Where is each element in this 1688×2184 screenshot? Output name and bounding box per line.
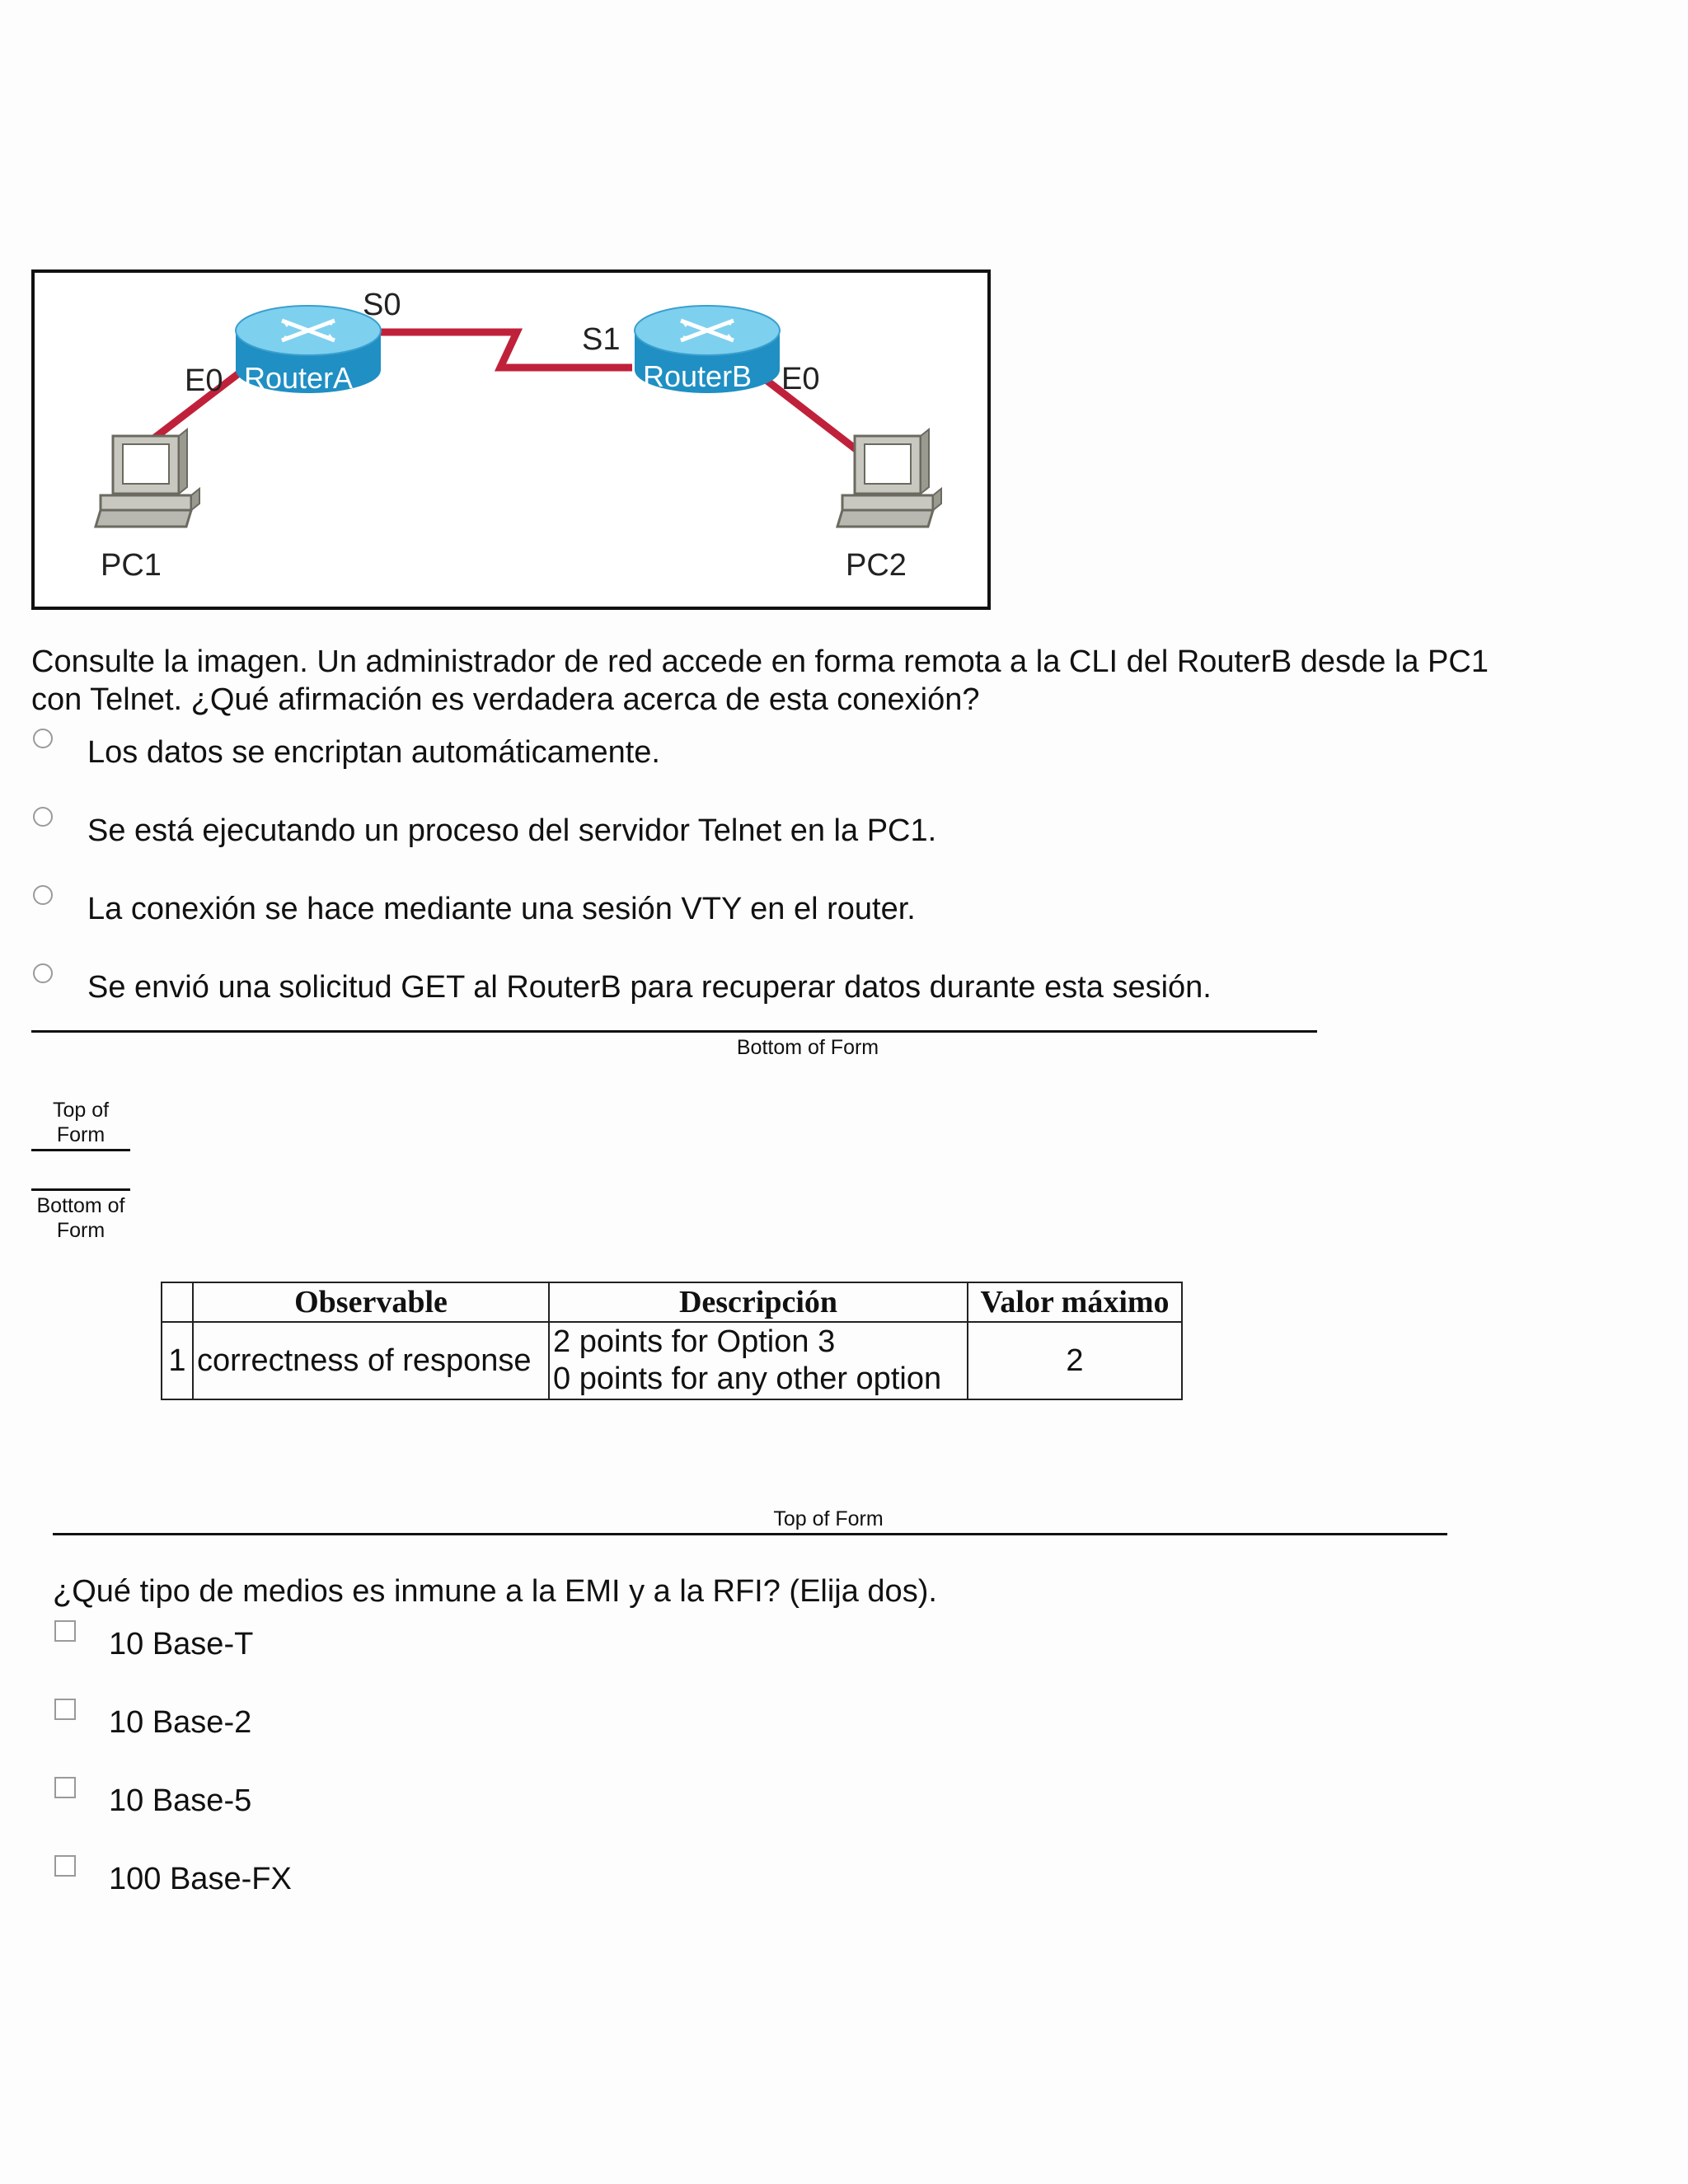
label-router-a: RouterA: [244, 361, 354, 395]
q2-option-3-label: 10 Base-5: [109, 1783, 252, 1818]
q2-option-4-label: 100 Base-FX: [109, 1862, 292, 1896]
rubric-row-description: [549, 1322, 968, 1399]
question1-text: [31, 643, 1489, 719]
checkbox[interactable]: [54, 1777, 76, 1798]
top-of-form-small: [31, 1098, 130, 1147]
form-divider-small-top: [31, 1149, 130, 1151]
label-router-b: RouterB: [643, 359, 753, 393]
label-s0: S0: [363, 288, 401, 322]
label-e0-left: E0: [185, 363, 223, 398]
radio-button[interactable]: [33, 807, 53, 827]
q2-option-2-label: 10 Base-2: [109, 1705, 252, 1740]
bottom-of-form-small: [23, 1193, 138, 1243]
bottom-of-form-line2: Form: [56, 1219, 106, 1242]
rubric-table: [161, 1282, 1183, 1400]
bottom-of-form-label: Bottom of Form: [736, 1036, 879, 1059]
rubric-header-max-value: Valor máximo: [968, 1282, 1182, 1322]
checkbox[interactable]: [54, 1855, 76, 1877]
form-divider-small-bottom: [31, 1188, 130, 1191]
rubric-header-row: [162, 1282, 1182, 1322]
q1-option-3-label: La conexión se hace mediante una sesión VTY en el router.: [87, 892, 916, 926]
network-topology-graphic: [35, 273, 987, 607]
checkbox[interactable]: [54, 1620, 76, 1642]
radio-button[interactable]: [33, 729, 53, 748]
form-divider: [31, 1030, 1317, 1033]
label-pc1: PC1: [101, 548, 162, 583]
form-divider-2: [53, 1533, 1447, 1535]
label-e0-right: E0: [781, 362, 820, 396]
top-of-form-line1: Top of: [52, 1099, 110, 1122]
label-pc2: PC2: [846, 548, 907, 583]
question1-line1: Consulte la imagen. Un administrador de red accede en forma remota a la CLI del RouterB desde la PC1: [31, 644, 1489, 679]
top-of-form-line2: Form: [56, 1123, 106, 1146]
rubric-header-index: [162, 1282, 193, 1322]
rubric-row-index: 1: [162, 1322, 193, 1399]
checkbox[interactable]: [54, 1699, 76, 1720]
rubric-row-observable: correctness of response: [193, 1322, 549, 1399]
bottom-of-form-line1: Bottom of: [36, 1194, 125, 1217]
rubric-desc-line2: 0 points for any other option: [553, 1361, 942, 1396]
q2-option-1-label: 10 Base-T: [109, 1627, 254, 1661]
rubric-desc-line1: 2 points for Option 3: [553, 1324, 836, 1359]
question1-line2: con Telnet. ¿Qué afirmación es verdadera acerca de esta conexión?: [31, 682, 980, 717]
rubric-header-observable: Observable: [193, 1282, 549, 1322]
rubric-row-max-value: 2: [968, 1322, 1182, 1399]
q1-option-2-label: Se está ejecutando un proceso del servidor Telnet en la PC1.: [87, 813, 937, 848]
pc1-icon: [96, 429, 199, 527]
top-of-form-label: Top of Form: [773, 1507, 884, 1530]
question2-text: ¿Qué tipo de medios es inmune a la EMI y a la RFI? (Elija dos).: [53, 1574, 937, 1609]
label-s1: S1: [582, 322, 621, 357]
q1-option-1-label: Los datos se encriptan automáticamente.: [87, 735, 660, 770]
q1-option-4-label: Se envió una solicitud GET al RouterB para recuperar datos durante esta sesión.: [87, 970, 1212, 1005]
radio-button[interactable]: [33, 963, 53, 983]
radio-button[interactable]: [33, 885, 53, 905]
network-diagram: [31, 269, 991, 610]
rubric-header-description: Descripción: [549, 1282, 968, 1322]
table-row: [162, 1322, 1182, 1399]
